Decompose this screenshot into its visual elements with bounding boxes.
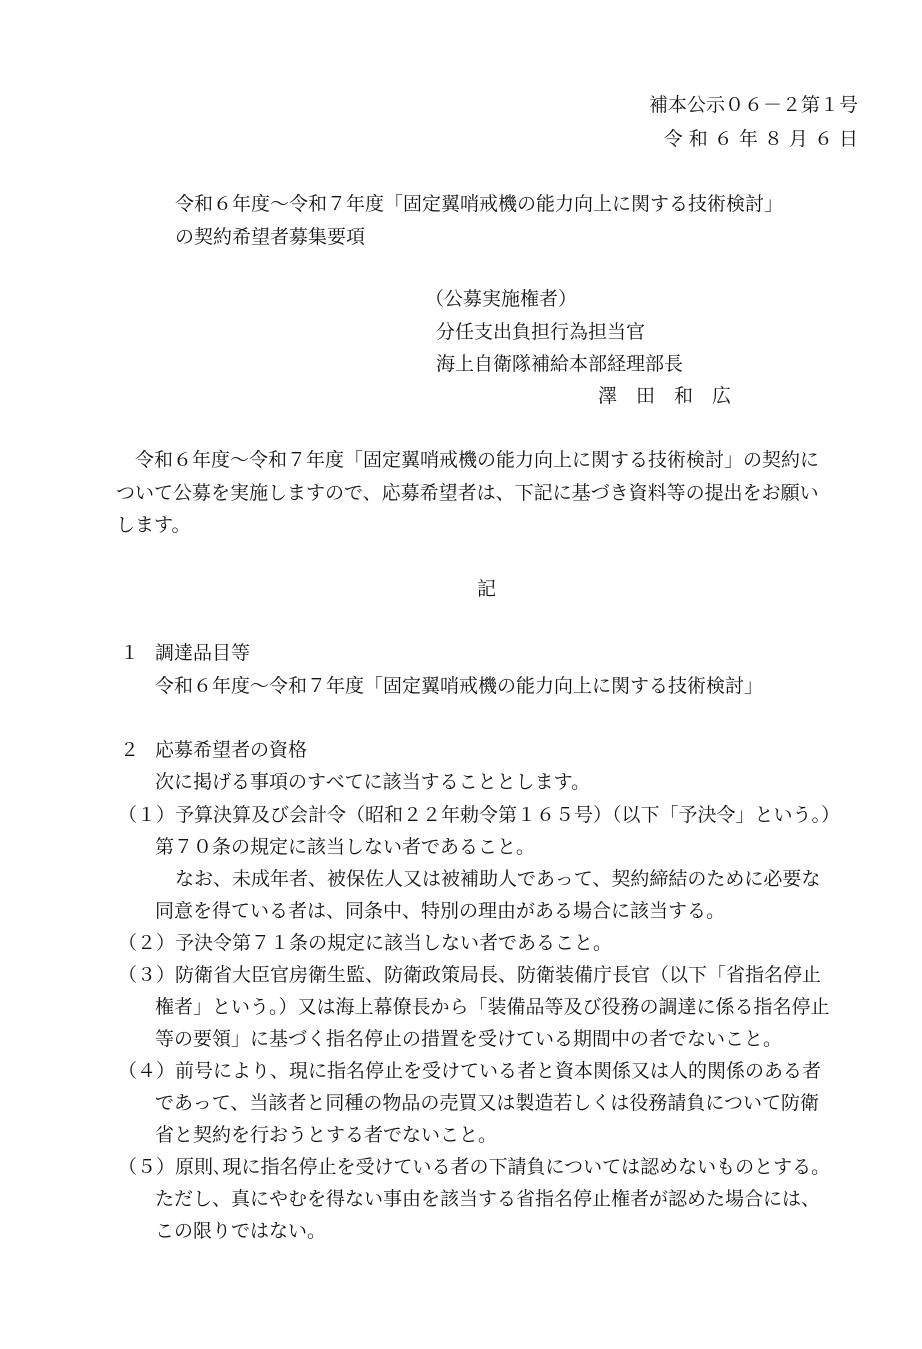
item-3-line: 等の要領」に基づく指名停止の措置を受けている期間中の者でないこと。 [155,1028,783,1050]
item-3-line: 防衛省大臣官房衛生監、防衛政策局長、防衛装備庁長官（以下「省指名停止 [175,964,822,986]
item-4-line: 前号により、現に指名停止を受けている者と資本関係又は人的関係のある者 [175,1060,822,1082]
item-4-line: 省と契約を行おうとする者でないこと。 [155,1124,498,1146]
intro-line-2: ついて公募を実施しますので、応募希望者は、下記に基づき資料等の提出をお願い [116,482,819,504]
item-2-line: 予決令第７１条の規定に該当しない者であること。 [175,932,613,954]
intro-line-1: 令和６年度～令和７年度「固定翼哨戒機の能力向上に関する技術検討」の契約に [135,449,820,471]
issuer-role: 分任支出負担行為担当官 [436,321,646,343]
section-2-heading: 応募希望者の資格 [155,739,308,761]
item-4-line: であって、当該者と同種の物品の売買又は製造若しくは役務請負について防衛 [155,1092,820,1114]
item-2-label: （２） [118,932,176,954]
issuer-name: 澤 田 和 広 [598,385,732,407]
item-3-line: 権者」という。）又は海上幕僚長から「装備品等及び役務の調達に係る指名停止 [155,996,830,1018]
item-3-label: （３） [118,964,176,986]
section-1-heading: 調達品目等 [155,642,251,664]
item-1-label: （１） [118,804,176,826]
title-line-2: の契約希望者募集要項 [175,226,366,248]
title-line-1: 令和６年度～令和７年度「固定翼哨戒機の能力向上に関する技術検討」 [175,193,784,215]
item-5-line: この限りではない。 [155,1220,327,1242]
section-2-lead: 次に掲げる事項のすべてに該当することとします。 [155,771,591,793]
item-1-line: 予算決算及び会計令（昭和２２年勅令第１６５号）（以下「予決令」という。） [175,804,841,826]
document-date: 令 和 ６ 年 ８ 月 ６ 日 [663,128,858,150]
ki-heading: 記 [477,578,497,600]
item-4-label: （４） [118,1060,176,1082]
item-5-line: 原則､現に指名停止を受けている者の下請負については認めないものとする｡ [175,1156,821,1178]
item-1-line: 同意を得ている者は、同条中、特別の理由がある場合に該当する。 [155,900,726,922]
intro-line-3: します。 [116,514,191,536]
issuer-department: 海上自衛隊補給本部経理部長 [436,353,684,375]
section-1-number: １ [120,642,140,664]
item-1-line: なお、未成年者、被保佐人又は被補助人であって、契約締結のために必要な [175,868,821,890]
item-5-line: ただし、真にやむを得ない事由を該当する省指名停止権者が認めた場合には、 [155,1188,821,1210]
issuer-heading: （公募実施権者） [425,288,578,310]
item-1-line: 第７０条の規定に該当しない者であること。 [155,836,536,858]
section-1-body: 令和６年度～令和７年度「固定翼哨戒機の能力向上に関する技術検討」 [155,675,764,697]
document-number: 補本公示０６－２第１号 [648,94,858,116]
section-2-number: ２ [120,739,140,761]
item-5-label: （５） [118,1156,176,1178]
